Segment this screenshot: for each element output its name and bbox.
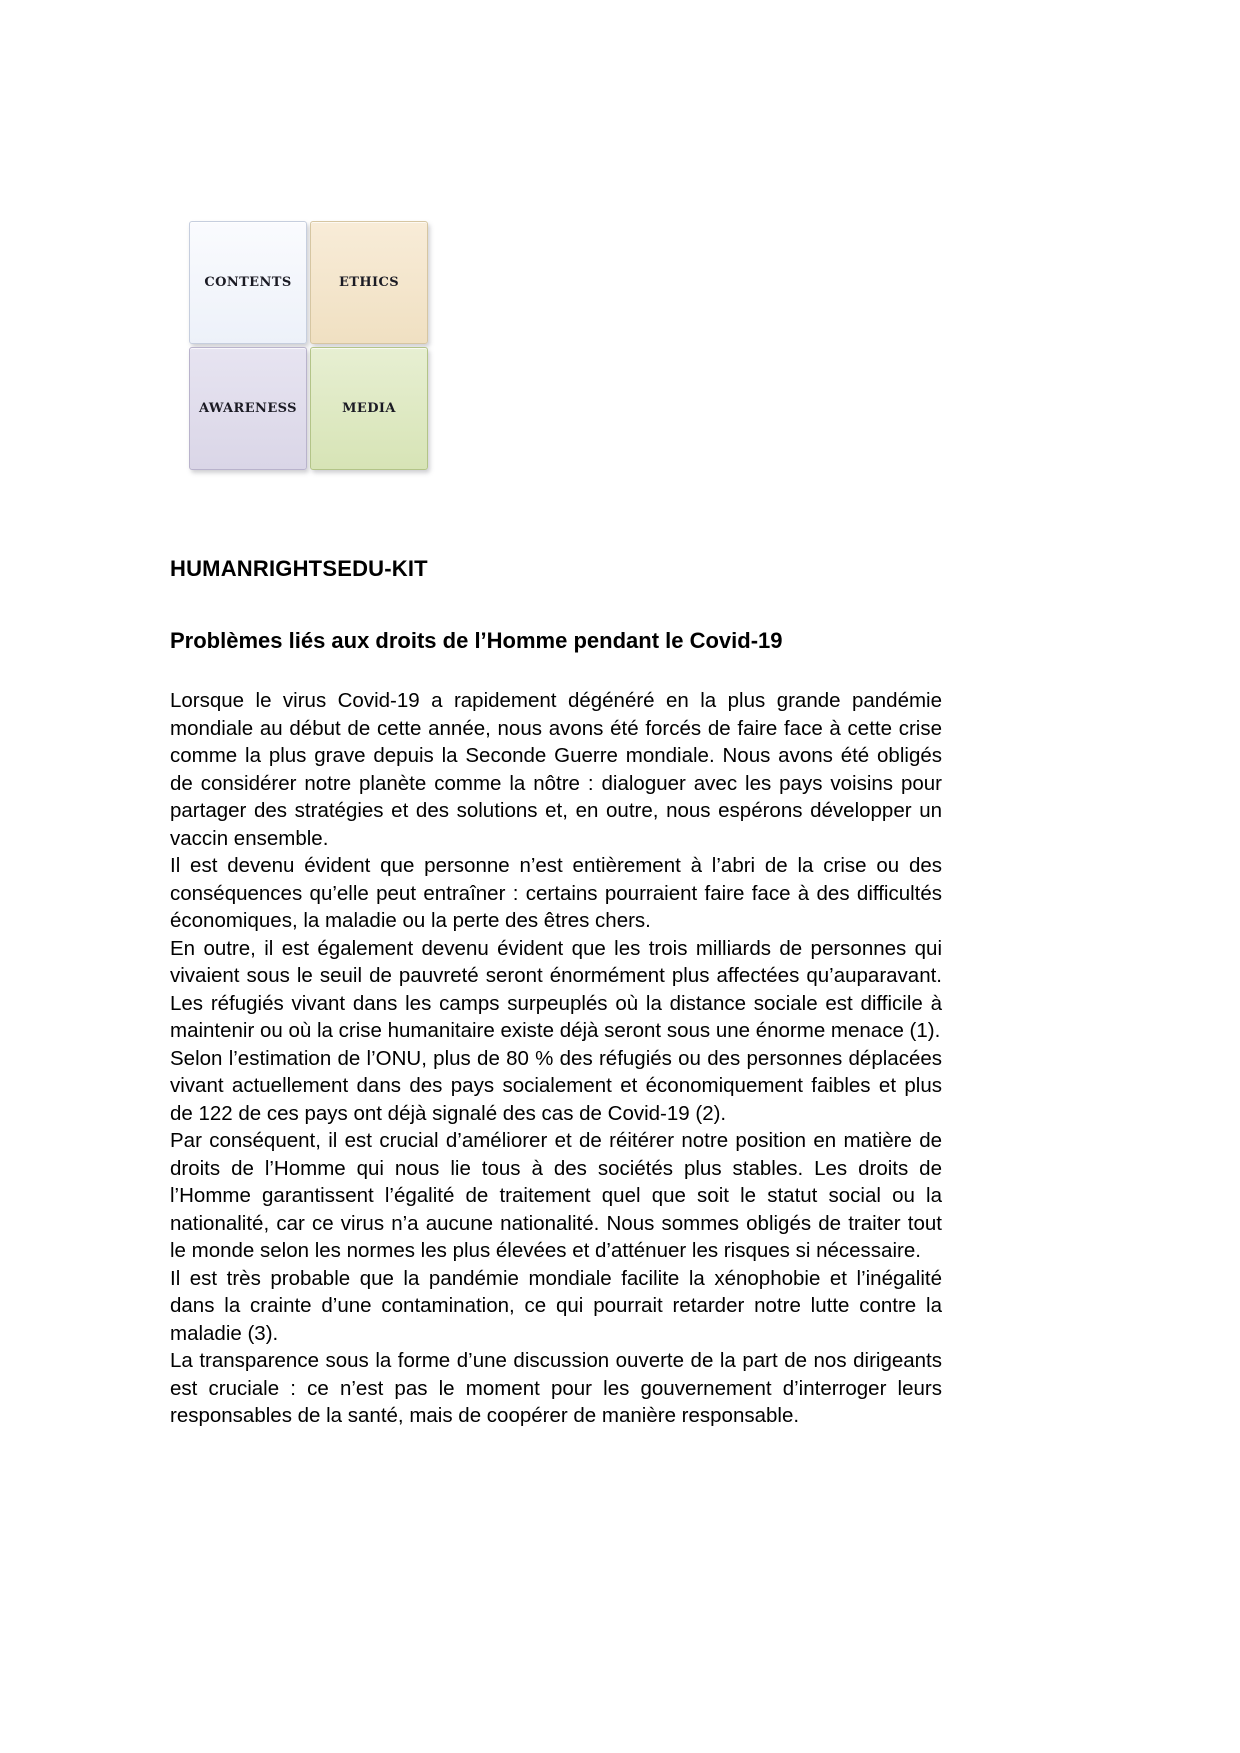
paragraph-4: Selon l’estimation de l’ONU, plus de 80 % des réfugiés ou des personnes déplacées vivant actuellement dans des pays socialement et économiquement faibles et plus de 122 de ces pays ont déjà signalé des cas de Covid-19 (2). <box>170 1046 942 1125</box>
tile-awareness-label: AWARENESS <box>199 401 297 416</box>
tile-ethics[interactable] <box>310 221 428 344</box>
tile-media-label: MEDIA <box>342 401 396 416</box>
paragraph-3: En outre, il est également devenu évident que les trois milliards de personnes qui vivaient sous le seuil de pauvreté seront énormément plus affectées qu’auparavant. Les réfugiés vivant dans les camps surpeuplés où la distance sociale est difficile à maintenir ou où la crise humanitaire existe déjà seront sous une énorme menace (1). <box>170 936 942 1042</box>
section-heading: Problèmes liés aux droits de l’Homme pendant le Covid-19 <box>170 628 783 653</box>
document-title: HUMANRIGHTSEDU-KIT <box>170 556 428 581</box>
tile-awareness[interactable] <box>189 347 307 470</box>
paragraph-5: Par conséquent, il est crucial d’améliorer et de réitérer notre position en matière de droits de l’Homme qui nous lie tous à des sociétés plus stables. Les droits de l’Homme garantissent l’égalité de traitement quel que soit le statut social ou la nationalité, car ce virus n’a aucune nationalité. Nous sommes obligés de traiter tout le monde selon les normes les plus élevées et d’atténuer les risques si nécessaire. <box>170 1129 942 1262</box>
tile-contents[interactable] <box>189 221 307 344</box>
paragraph-2: Il est devenu évident que personne n’est entièrement à l’abri de la crise ou des conséquences qu’elle peut entraîner : certains pourraient faire face à des difficultés économiques, la maladie ou la perte des êtres chers. <box>170 854 942 932</box>
tile-media[interactable] <box>310 347 428 470</box>
paragraph-7: La transparence sous la forme d’une discussion ouverte de la part de nos dirigeants est cruciale : ce n’est pas le moment pour les gouvernement d’interroger leurs responsables de la santé, mais de coopérer de manière responsable. <box>170 1349 942 1427</box>
document-body <box>170 687 942 1430</box>
nav-tile-grid <box>189 221 428 470</box>
paragraph-6: Il est très probable que la pandémie mondiale facilite la xénophobie et l’inégalité dans la crainte d’une contamination, ce qui pourrait retarder notre lutte contre la maladie (3). <box>170 1266 942 1345</box>
paragraph-1: Lorsque le virus Covid-19 a rapidement dégénéré en la plus grande pandémie mondiale au début de cette année, nous avons été forcés de faire face à cette crise comme la plus grave depuis la Seconde Guerre mondiale. Nous avons été obligés de considérer notre planète comme la nôtre : dialoguer avec les pays voisins pour partager des stratégies et des solutions et, en outre, nous espérons développer un vaccin ensemble. <box>170 689 942 850</box>
tile-contents-label: CONTENTS <box>204 275 292 290</box>
tile-ethics-label: ETHICS <box>338 275 400 290</box>
